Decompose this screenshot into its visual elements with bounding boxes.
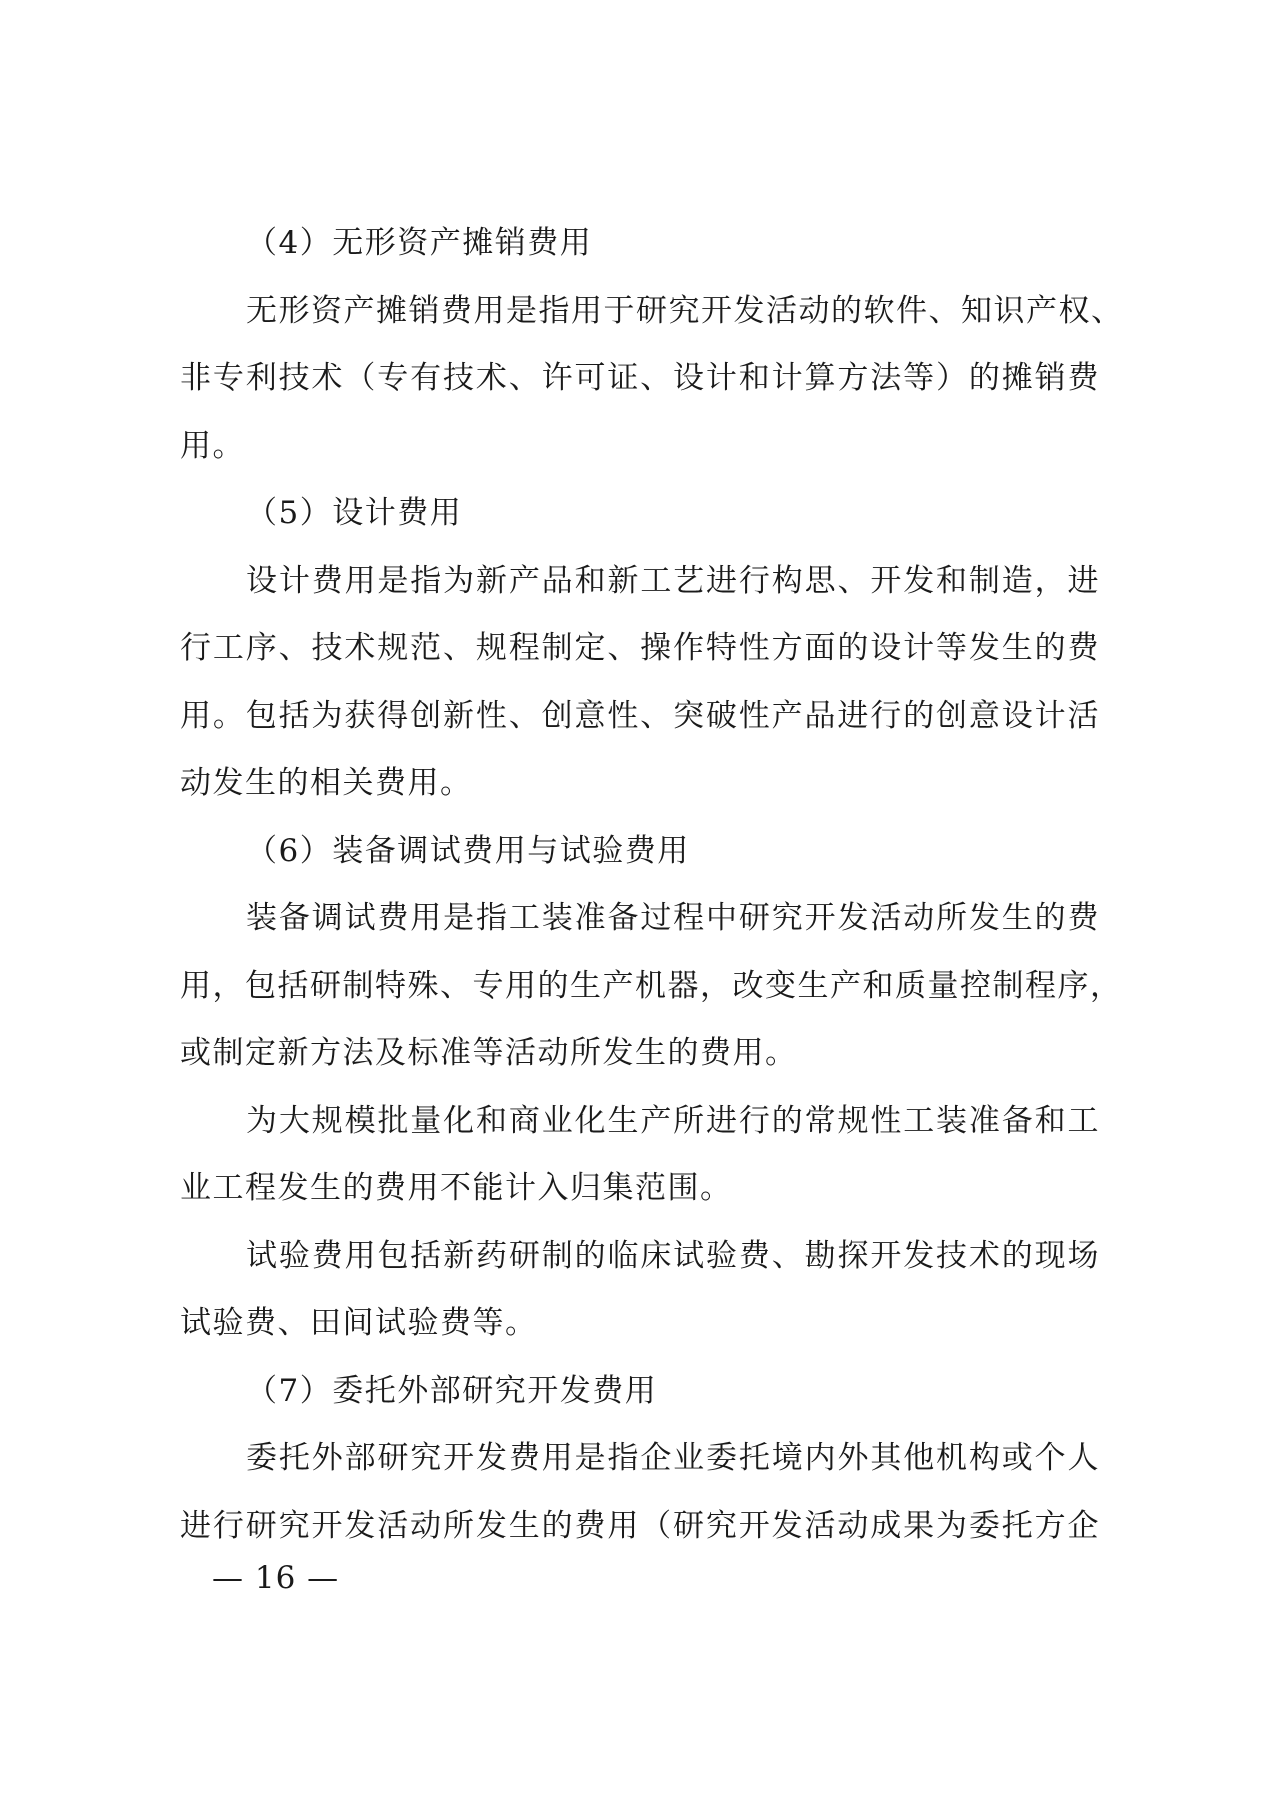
body-line: 试验费用包括新药研制的临床试验费、勘探开发技术的现场 <box>246 1237 1100 1274</box>
heading-7: （7）委托外部研究开发费用 <box>246 1372 658 1409</box>
body-line: 业工程发生的费用不能计入归集范围。 <box>180 1170 733 1206</box>
body-line: 行工序、技术规范、规程制定、操作特性方面的设计等发生的费 <box>180 630 1100 666</box>
body-line: 试验费、田间试验费等。 <box>180 1305 538 1341</box>
body-line: 设计费用是指为新产品和新工艺进行构思、开发和制造，进 <box>246 562 1100 599</box>
body-line: 用。 <box>180 427 245 464</box>
body-line: 用，包括研制特殊、专用的生产机器，改变生产和质量控制程序， <box>180 967 1123 1004</box>
body-line: 动发生的相关费用。 <box>180 765 473 801</box>
body-line: 为大规模批量化和商业化生产所进行的常规性工装准备和工 <box>246 1102 1100 1139</box>
body-line: 非专利技术（专有技术、许可证、设计和计算方法等）的摊销费 <box>180 360 1100 396</box>
body-line: 无形资产摊销费用是指用于研究开发活动的软件、知识产权、 <box>246 292 1124 329</box>
heading-5: （5）设计费用 <box>246 495 463 531</box>
body-line: 进行研究开发活动所发生的费用（研究开发活动成果为委托方企 <box>180 1507 1100 1544</box>
heading-6: （6）装备调试费用与试验费用 <box>246 832 690 869</box>
page-number: — 16 — <box>212 1560 340 1596</box>
body-line: 用。包括为获得创新性、创意性、突破性产品进行的创意设计活 <box>180 697 1100 734</box>
body-line: 或制定新方法及标准等活动所发生的费用。 <box>180 1035 798 1071</box>
heading-4: （4）无形资产摊销费用 <box>246 225 593 261</box>
document-body <box>180 210 1124 1560</box>
body-line: 装备调试费用是指工装准备过程中研究开发活动所发生的费 <box>246 900 1100 936</box>
body-line: 委托外部研究开发费用是指企业委托境内外其他机构或个人 <box>246 1440 1100 1476</box>
